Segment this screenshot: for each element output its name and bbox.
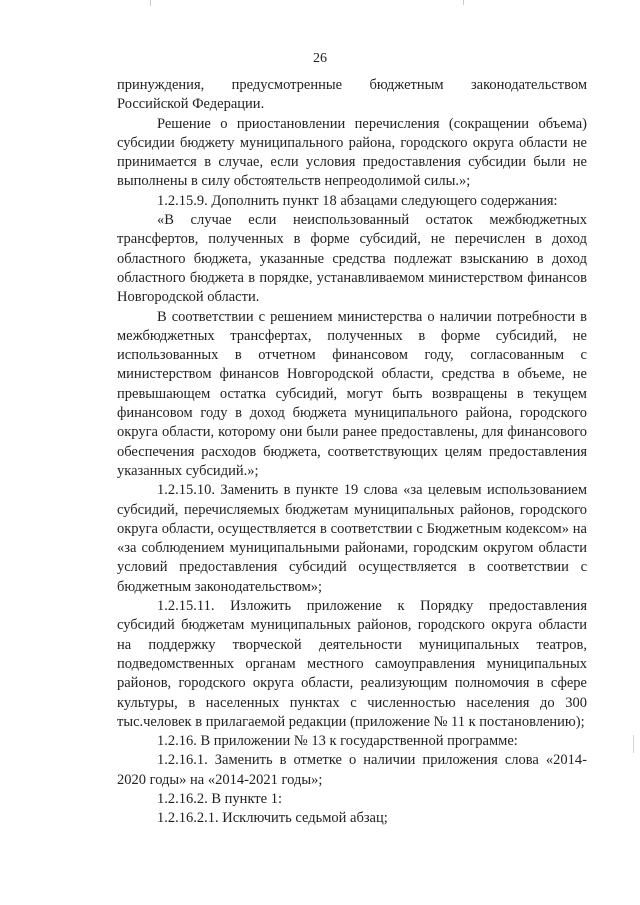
paragraph-1-2-15-11: 1.2.15.11. Изложить приложение к Порядку предоставления субсидий бюджетам муниципальных районов, городского округа области на поддержку творческой деятельности муниципальных театров, подведомственных органам местного самоуправления муниципальных районов, городского округа области, реализующим полномочия в сфере культуры, в населенных пунктах с численностью населения до 300 тыс.человек в прилагаемой редакции (приложение № 11 к постановлению); [117,598,587,730]
scan-artifact [463,0,464,5]
paragraph-1-2-16: 1.2.16. В приложении № 13 к государственной программе: [157,733,518,750]
paragraph-continuation: принуждения, предусмотренные бюджетным законодательством Российской Федерации. [117,77,587,113]
scan-artifact [150,0,151,6]
paragraph-1-2-16-2-1: 1.2.16.2.1. Исключить седьмой абзац; [157,810,388,827]
paragraph-suspension-decision: Решение о приостановлении перечисления (сокращении объема) субсидии бюджету муниципального района, городского округа области не принимается в случае, если условия предоставления субсидии были не выполнены в силу обстоятельств непреодолимой силы.»; [117,115,587,190]
paragraph-1-2-15-9: 1.2.15.9. Дополнить пункт 18 абзацами следующего содержания: [157,192,558,209]
paragraph-1-2-16-2: 1.2.16.2. В пункте 1: [157,790,282,807]
paragraph-unused-balance: «В случае если неиспользованный остаток межбюджетных трансфертов, полученных в форме субсидий, не перечислен в доход областного бюджета, указанные средства подлежат взысканию в доход областного бюджета в порядке, устанавливаемом министерством финансов Новгородской области. [117,212,587,306]
paragraph-1-2-15-10: 1.2.15.10. Заменить в пункте 19 слова «за целевым использованием субсидий, перечисляемых бюджетам муниципальных районов, городского округа области, осуществляется в соответствии с Бюджетным кодексом» на «за соблюдением муниципальными районами, городским округом области условий предоставления субсидий осуществляется в соответствии с бюджетным законодательством»; [117,482,587,595]
document-body [117,76,587,829]
paragraph-return-of-funds: В соответствии с решением министерства о наличии потребности в межбюджетных трансфертах, полученных в форме субсидий, не использованных в отчетном финансовом году, согласованным с министерством финансов Новгородской области, средства в объеме, не превышающем остатка субсидий, могут быть возвращены в текущем финансовом году в доход бюджета муниципального района, городского округа области, которому они были ранее предоставлены, для финансового обеспечения расходов бюджета, соответствующих целям предоставления указанных субсидий.»; [117,308,587,479]
page-number: 26 [313,51,327,66]
paragraph-1-2-16-1: 1.2.16.1. Заменить в отметке о наличии приложения слова «2014-2020 годы» на «2014-2021 годы»; [117,752,587,788]
scan-artifact [633,735,634,753]
